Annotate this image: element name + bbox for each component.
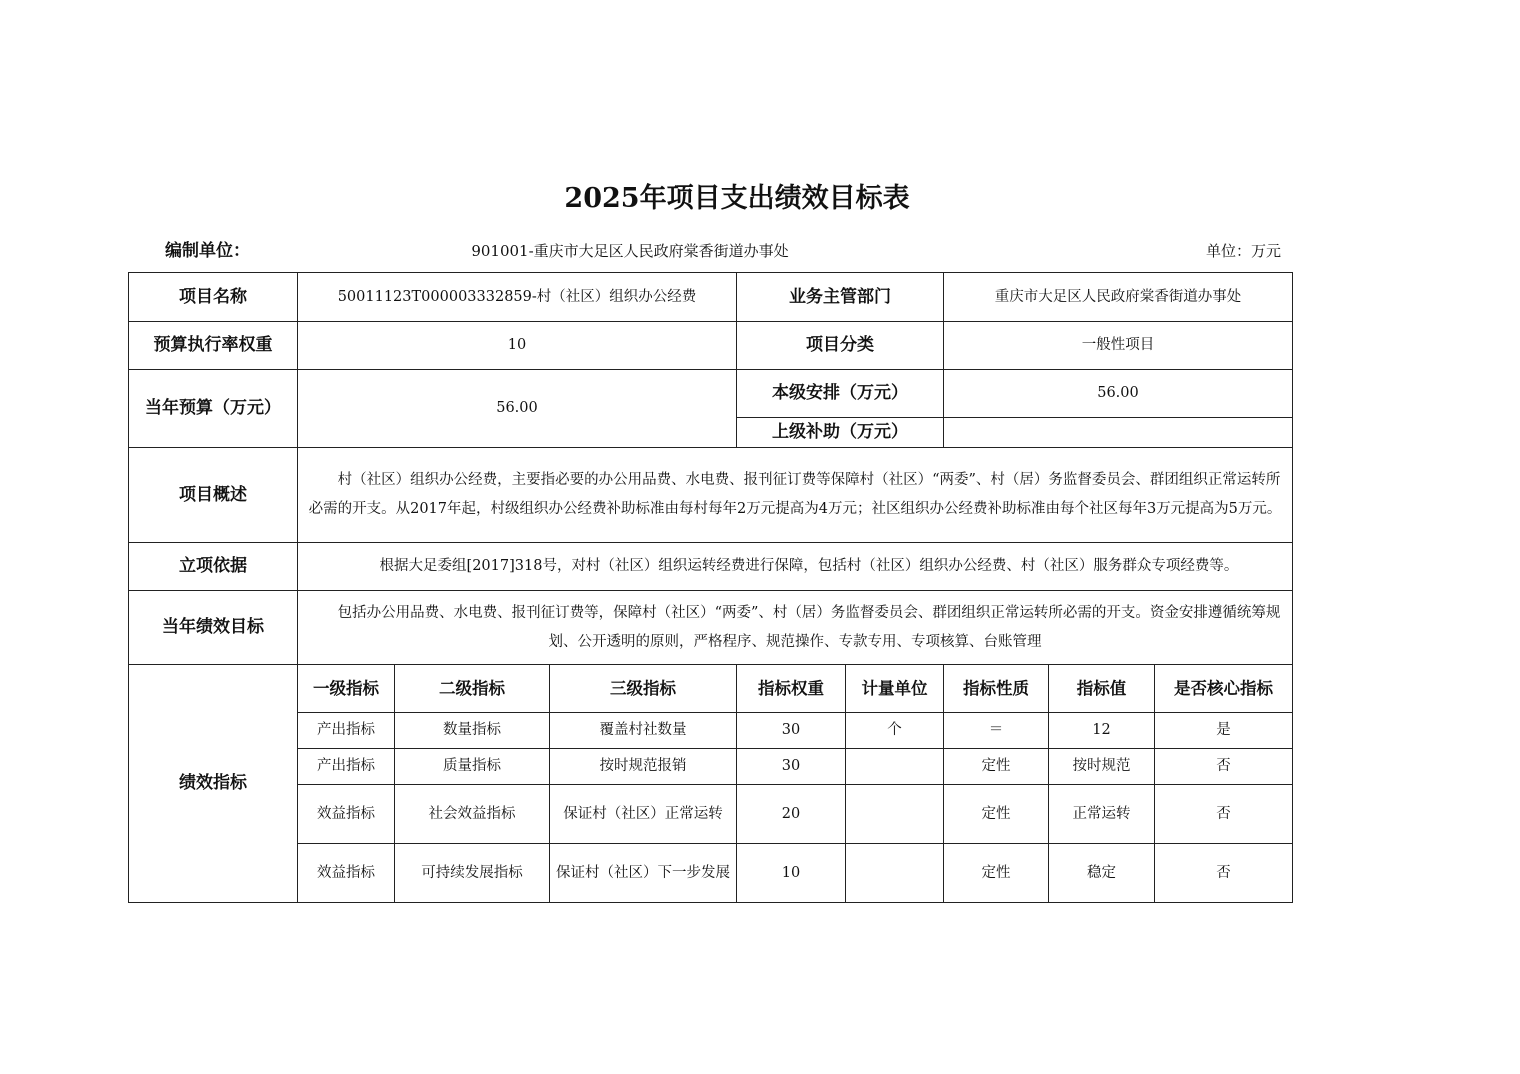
- table-cell: [846, 844, 944, 903]
- table-cell: 社会效益指标: [395, 785, 550, 844]
- performance-table: [128, 272, 1293, 903]
- page-title: 2025年项目支出绩效目标表: [564, 183, 910, 214]
- table-cell: 20: [737, 785, 846, 844]
- indicator-header: 二级指标: [395, 665, 550, 713]
- table-cell: 12: [1049, 713, 1155, 749]
- indicator-header: 指标值: [1049, 665, 1155, 713]
- dept-value: 重庆市大足区人民政府棠香街道办事处: [944, 273, 1293, 322]
- budget-label: 当年预算（万元）: [129, 370, 298, 448]
- dept-label: 业务主管部门: [737, 273, 944, 322]
- indicator-header: 三级指标: [550, 665, 737, 713]
- table-row: [129, 785, 1293, 844]
- table-row: [129, 844, 1293, 903]
- table-cell: 稳定: [1049, 844, 1155, 903]
- table-cell: 按时规范: [1049, 749, 1155, 785]
- table-cell: 保证村（社区）下一步发展: [550, 844, 737, 903]
- indicators-label: 绩效指标: [129, 665, 298, 903]
- indicator-header: 一级指标: [298, 665, 395, 713]
- category-label: 项目分类: [737, 322, 944, 370]
- weight-label: 预算执行率权重: [129, 322, 298, 370]
- table-cell: 30: [737, 749, 846, 785]
- goal-content: 包括办公用品费、水电费、报刊征订费等，保障村（社区）“两委”、村（居）务监督委员会、群团组织正常运转所必需的开支。资金安排遵循统筹规划、公开透明的原则，严格程序、规范操作、专款专用、专项核算、台账管理: [337, 604, 1281, 650]
- table-cell: 否: [1155, 749, 1293, 785]
- org-value: 901001-重庆市大足区人民政府棠香街道办事处: [471, 242, 789, 260]
- table-row: [129, 749, 1293, 785]
- org-label: 编制单位：: [165, 241, 250, 261]
- table-cell: 效益指标: [298, 785, 395, 844]
- table-cell: 质量指标: [395, 749, 550, 785]
- table-cell: 否: [1155, 844, 1293, 903]
- table-cell: [846, 785, 944, 844]
- table-cell: 可持续发展指标: [395, 844, 550, 903]
- table-cell: 30: [737, 713, 846, 749]
- upper-label: 上级补助（万元）: [737, 418, 944, 448]
- indicator-header: 计量单位: [846, 665, 944, 713]
- indicator-header: 是否核心指标: [1155, 665, 1293, 713]
- local-value: 56.00: [944, 370, 1293, 418]
- unit-text: 单位：万元: [1205, 242, 1281, 260]
- table-cell: 数量指标: [395, 713, 550, 749]
- overview-text: [298, 448, 1293, 543]
- project-name-value: 50011123T000003332859-村（社区）组织办公经费: [298, 273, 737, 322]
- table-cell: 定性: [944, 844, 1049, 903]
- goal-text: [298, 591, 1293, 665]
- table-cell: 正常运转: [1049, 785, 1155, 844]
- local-label: 本级安排（万元）: [737, 370, 944, 418]
- table-cell: 否: [1155, 785, 1293, 844]
- table-cell: [846, 749, 944, 785]
- goal-label: 当年绩效目标: [129, 591, 298, 665]
- table-cell: 产出指标: [298, 749, 395, 785]
- overview-label: 项目概述: [129, 448, 298, 543]
- table-row: [129, 713, 1293, 749]
- indicator-header: 指标性质: [944, 665, 1049, 713]
- table-cell: 定性: [944, 785, 1049, 844]
- basis-label: 立项依据: [129, 543, 298, 591]
- basis-content: 根据大足委组[2017]318号，对村（社区）组织运转经费进行保障，包括村（社区）组织办公经费、村（社区）服务群众专项经费等。: [379, 558, 1239, 574]
- upper-value: [944, 418, 1293, 448]
- table-cell: 覆盖村社数量: [550, 713, 737, 749]
- budget-value: 56.00: [298, 370, 737, 448]
- basis-text: [298, 543, 1293, 591]
- table-cell: 按时规范报销: [550, 749, 737, 785]
- overview-content: 村（社区）组织办公经费，主要指必要的办公用品费、水电费、报刊征订费等保障村（社区）“两委”、村（居）务监督委员会、群团组织正常运转所必需的开支。从2017年起，村级组织办公经费补助标准由每村每年2万元提高为4万元；社区组织办公经费补助标准由每个社区每年3万元提高为5万元。: [308, 472, 1282, 517]
- table-cell: 效益指标: [298, 844, 395, 903]
- table-cell: 定性: [944, 749, 1049, 785]
- category-value: 一般性项目: [944, 322, 1293, 370]
- table-cell: 产出指标: [298, 713, 395, 749]
- project-name-label: 项目名称: [129, 273, 298, 322]
- table-cell: 是: [1155, 713, 1293, 749]
- table-cell: ＝: [944, 713, 1049, 749]
- table-cell: 保证村（社区）正常运转: [550, 785, 737, 844]
- weight-value: 10: [298, 322, 737, 370]
- table-cell: 个: [846, 713, 944, 749]
- indicator-header: 指标权重: [737, 665, 846, 713]
- table-cell: 10: [737, 844, 846, 903]
